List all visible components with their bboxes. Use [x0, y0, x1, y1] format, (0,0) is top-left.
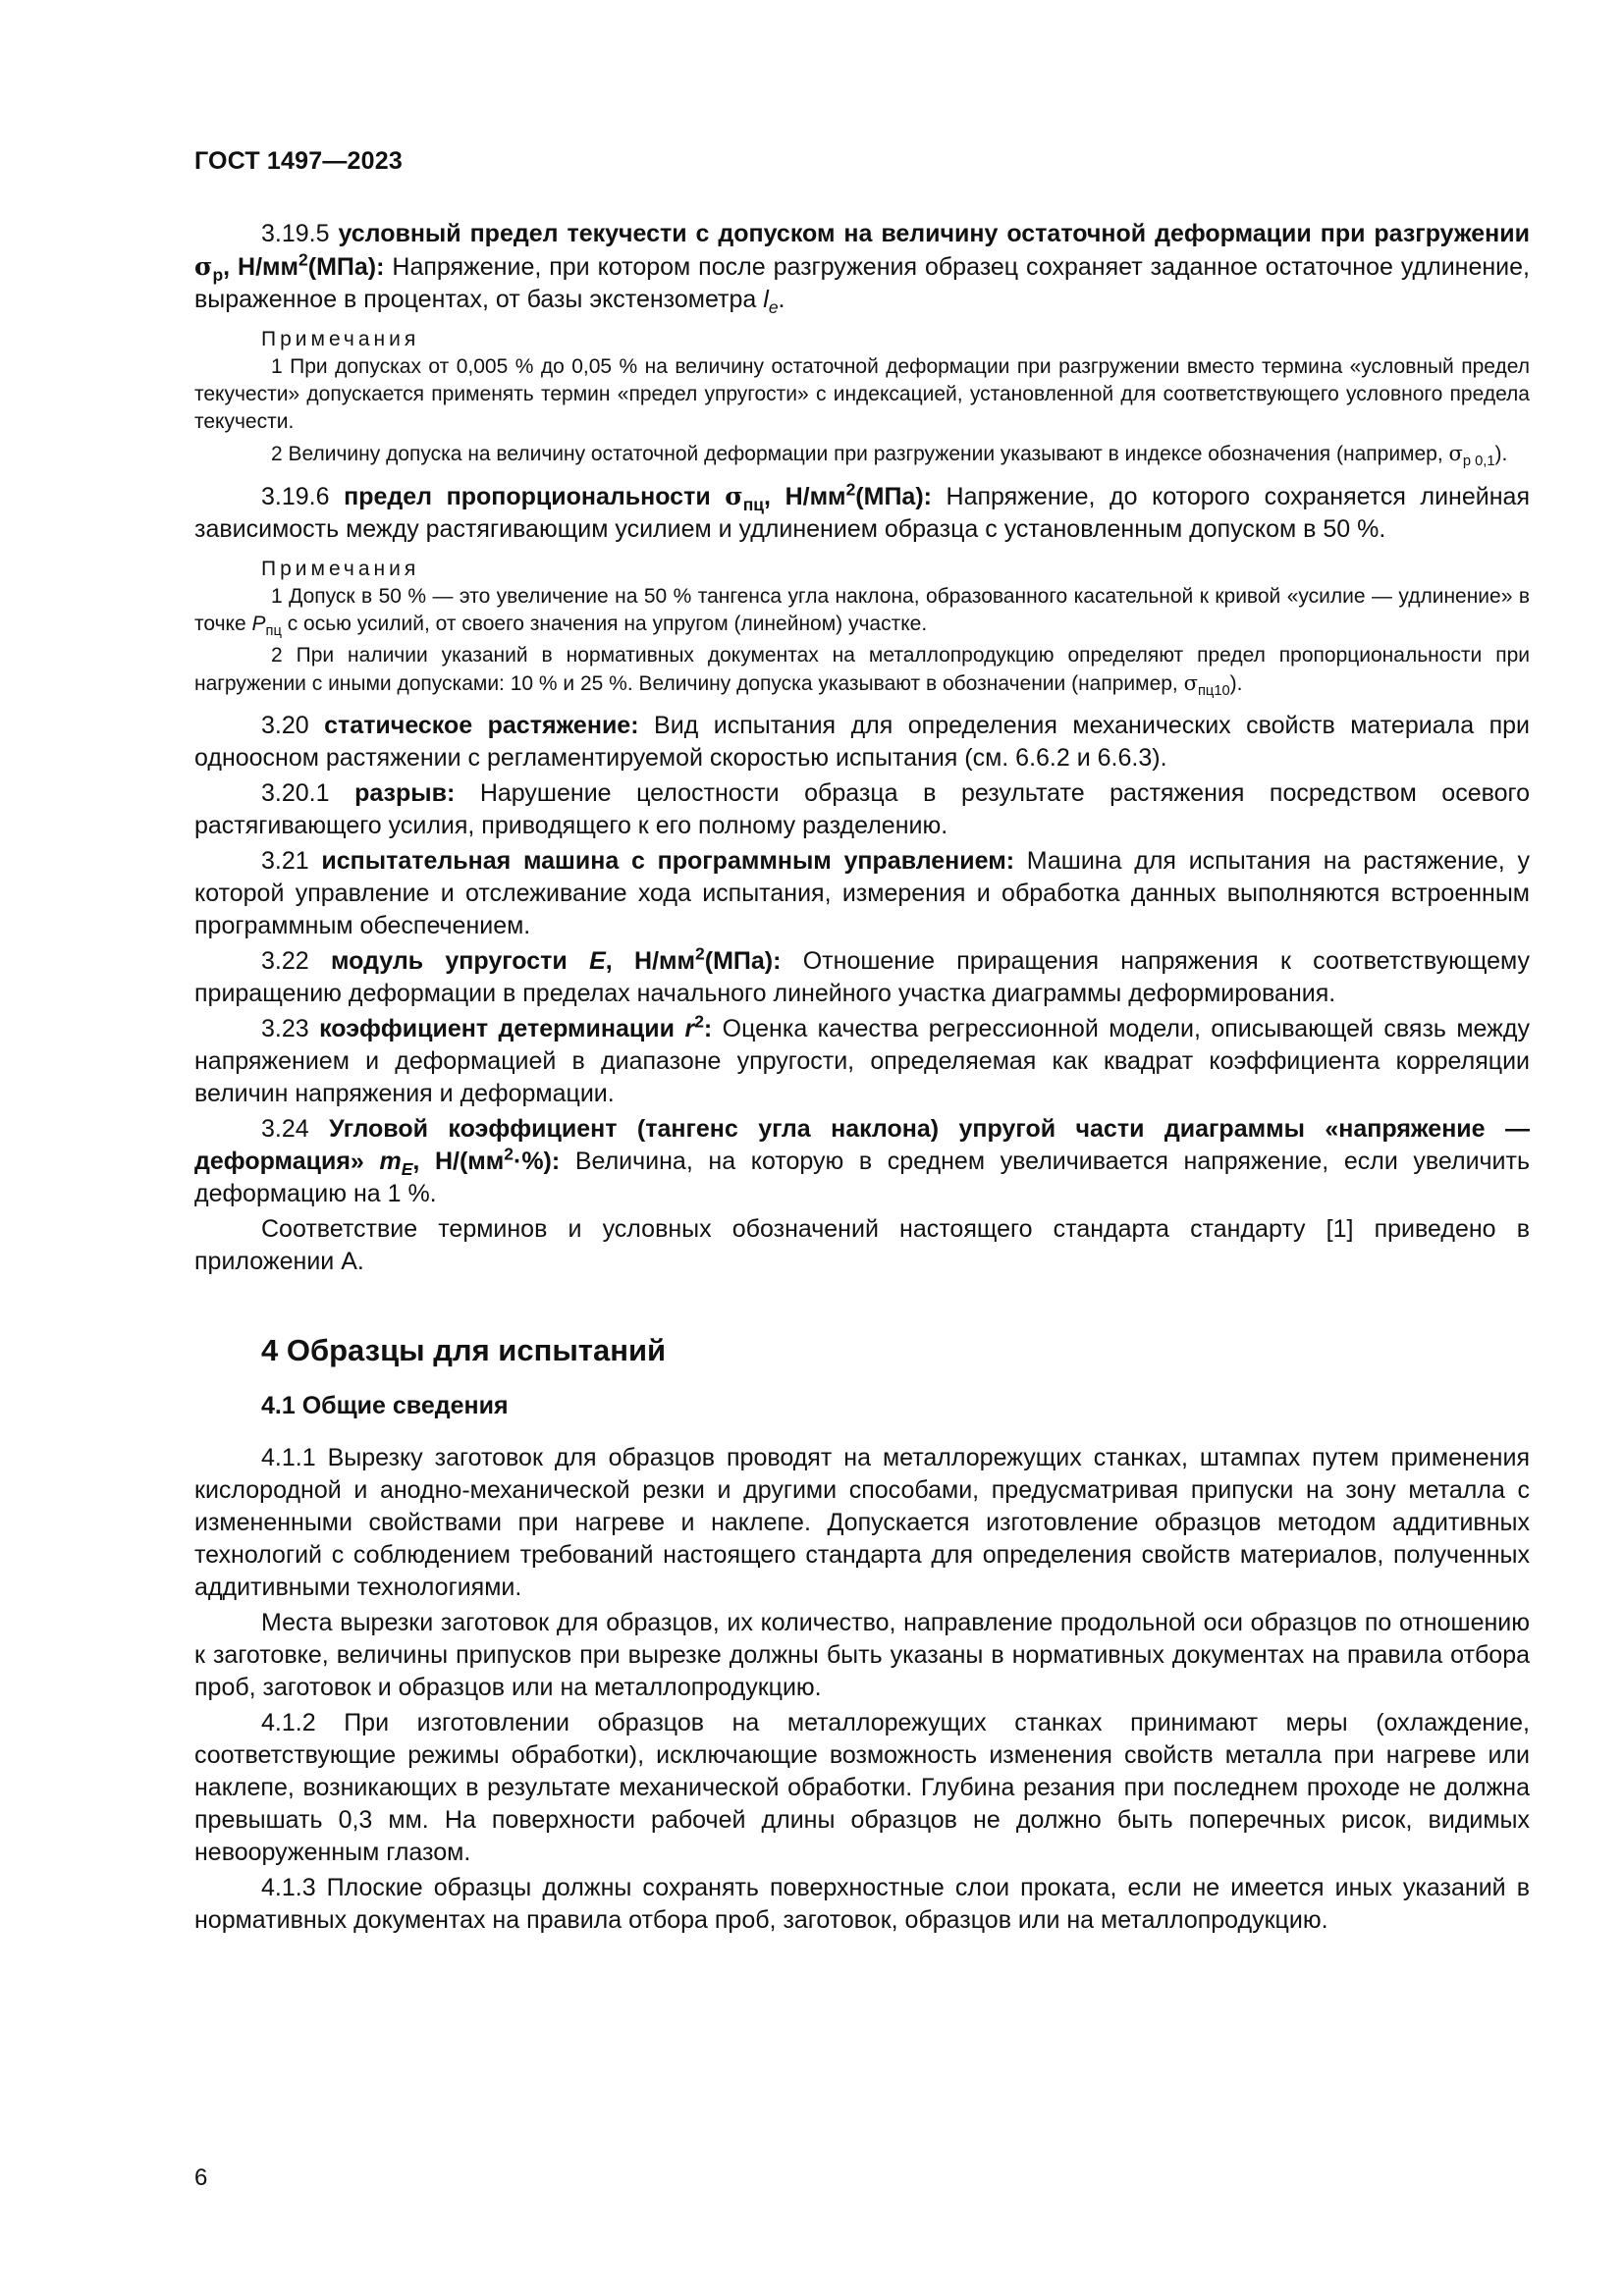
clause-4-1-1-continued: Места вырезки заготовок для образцов, их количество, направление продольной оси образцов по отношению к заготовке, величины припусков при вырезке должны быть указаны в нормативных документах на правила отбора проб, заготовок и образцов или на металлопродукцию.: [194, 1609, 1530, 1701]
page-content: [194, 218, 1530, 1937]
clause-3-19-5: 3.19.5 условный предел текучести с допуском на величину остаточной деформации при разгружении $\sigma_р$, $Н/мм^2(МПа)$: Напряжение, при котором после разгружения образец сохраняет заданное остаточное удлинение, выраженное в процентах, от базы экстензометра $l_e$.: [194, 220, 1531, 318]
clause-3-22: 3.22 модуль упругости E, $Н/мм^2(МПа)$: Отношение приращения напряжения к соответствующему приращению деформации в пределах начального линейного участка диаграммы деформирования.: [194, 943, 1531, 1007]
clause-3-19-6: 3.19.6 предел пропорциональности $\sigma_{пц}$, $Н/мм^2(МПа)$: Напряжение, до которого сохраняется линейная зависимость между растягивающим усилием и удлинением образца с установленным допуском в 50 %.: [194, 479, 1530, 543]
note-2: 2 Величину допуска на величину остаточной деформации при разгружении указывают в индексе обозначения (например, $\sigma_{р 0,1}$).: [271, 442, 1508, 470]
clause-3-21: 3.21 испытательная машина с программным управлением: Машина для испытания на растяжение, у которой управление и отслеживание хода испытания, измерения и обработка данных выполняются встроенным программным обеспечением.: [194, 847, 1530, 939]
document-code: ГОСТ 1497—2023: [194, 147, 403, 175]
correspondence-paragraph: Соответствие терминов и условных обозначений настоящего стандарта стандарту [1] приведено в приложении А.: [194, 1215, 1530, 1275]
note-1: 1 Допуск в 50 % — это увеличение на 50 % тангенса угла наклона, образованного касательной к кривой «усилие — удлинение» в точке $P_{пц}$ с осью усилий, от своего значения на упругом (линейном) участке.: [194, 585, 1530, 640]
note-2: 2 При наличии указаний в нормативных документах на металлопродукцию определяют предел пропорциональности при нагружении с иными допусками: 10 % и 25 %. Величину допуска указывают в обозначении (например, $\sigma_{пц10}$).: [194, 644, 1530, 700]
clause-4-1-3: 4.1.3 Плоские образцы должны сохранять поверхностные слои проката, если не имеется иных указаний в нормативных документах на правила отбора проб, заготовок, образцов или на металлопродукцию.: [194, 1874, 1530, 1934]
clause-4-1-2: 4.1.2 При изготовлении образцов на металлорежущих станках принимают меры (охлаждение, соответствующие режимы обработки), исключающие возможность изменения свойств металла при нагреве или наклепе, возникающих в результате механической обработки. Глубина резания при последнем проходе не должна превышать 0,3 мм. На поверхности рабочей длины образцов не должно быть поперечных рисок, видимых невооруженным глазом.: [194, 1709, 1530, 1866]
notes-heading: Примечания: [261, 328, 420, 350]
clause-4-1-1: 4.1.1 Вырезку заготовок для образцов проводят на металлорежущих станках, штампах путем применения кислородной и анодно-механической резки и другими способами, предусматривая припуски на зону металла с измененными свойствами при нагреве и наклепе. Допускается изготовление образцов методом аддитивных технологий с соблюдением требований настоящего стандарта для определения свойств материалов, полученных аддитивными технологиями.: [194, 1444, 1530, 1601]
notes-heading: Примечания: [261, 558, 420, 580]
note-1: 1 При допусках от 0,005 % до 0,05 % на величину остаточной деформации при разгружении вместо термина «условный предел текучести» допускается применять термин «предел упругости» с индексацией, установленной для соответствующего условного предела текучести.: [194, 355, 1530, 433]
page-number: 6: [194, 2164, 208, 2191]
clause-3-23: 3.23 коэффициент детерминации $r^2$: Оценка качества регрессионной модели, описывающей связь между напряжением и деформацией в диапазоне упругости, определяемая как квадрат коэффициента корреляции величин напряжения и деформации.: [194, 1011, 1530, 1107]
clause-3-20-1: 3.20.1 разрыв: Нарушение целостности образца в результате растяжения посредством осевого растягивающего усилия, приводящего к его полному разделению.: [194, 779, 1530, 839]
subsection-heading: 4.1 Общие сведения: [261, 1392, 509, 1419]
clause-3-24: 3.24 Угловой коэффициент (тангенс угла наклона) упругой части диаграммы «напряжение — деформация» $m_E$, $Н/(мм^2\cdot\%)$: Величина, на которую в среднем увеличивается напряжение, если увеличить деформацию на 1 %.: [194, 1115, 1531, 1207]
clause-3-20: 3.20 статическое растяжение: Вид испытания для определения механических свойств материала при одноосном растяжении с регламентируемой скоростью испытания (см. 6.6.2 и 6.6.3).: [194, 712, 1530, 772]
section-heading: 4 Образцы для испытаний: [261, 1333, 667, 1367]
